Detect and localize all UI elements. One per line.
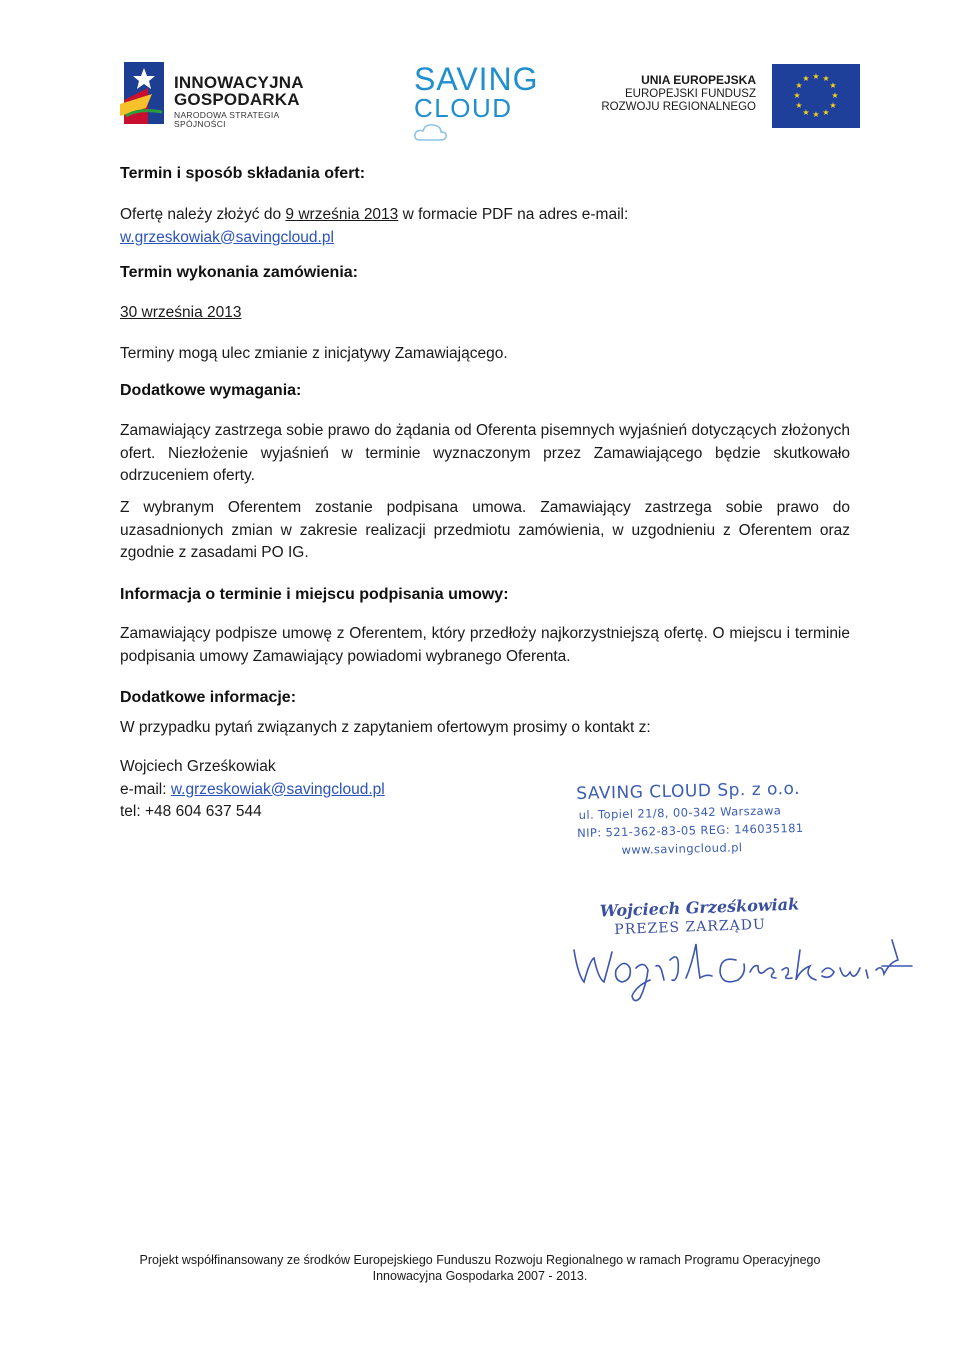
requirements-paragraph-1: Zamawiający zastrzega sobie prawo do żądania od Oferenta pisemnych wyjaśnień dotyczących złożonych ofert. Niezłożenie wyjaśnień w terminie wyznaczonym przez Zamawiającego będzie skutkowało odrzuceniem oferty. — [120, 422, 850, 484]
heading-dodatkowe-informacje: Dodatkowe informacje: — [120, 689, 297, 706]
heading-informacja: Informacja o terminie i miejscu podpisania umowy: — [120, 586, 509, 603]
svg-text:★: ★ — [802, 108, 810, 117]
svg-text:★: ★ — [795, 101, 803, 110]
svg-text:★: ★ — [829, 81, 837, 90]
contact-email-link[interactable]: w.grzeskowiak@savingcloud.pl — [170, 780, 385, 798]
completion-note: Terminy mogą ulec zmianie z inicjatywy Zamawiającego. — [120, 345, 508, 362]
submission-email-link[interactable]: w.grzeskowiak@savingcloud.pl — [120, 228, 334, 246]
svg-text:★: ★ — [795, 81, 803, 90]
sc-logo-line2: CLOUD — [414, 93, 513, 123]
contact-email-label: e-mail: — [120, 780, 171, 798]
footer-line2: Innowacyjna Gospodarka 2007 - 2013. — [372, 1269, 588, 1283]
svg-text:★: ★ — [802, 74, 810, 83]
svg-text:★: ★ — [829, 101, 837, 110]
ig-logo-line3: NARODOWA STRATEGIA SPÓJNOŚCI — [174, 110, 280, 129]
submission-text-after: w formacie PDF na adres e-mail: — [398, 206, 629, 223]
handwritten-signature — [560, 920, 920, 1020]
submission-date: 9 września 2013 — [285, 206, 399, 223]
eu-logo-line1: UNIA EUROPEJSKA — [641, 73, 756, 87]
contact-name: Wojciech Grześkowiak — [120, 758, 276, 775]
saving-cloud-logo — [414, 61, 544, 128]
svg-text:★: ★ — [822, 108, 830, 117]
stamp-nip-regon: NIP: 521-362-83-05 REG: 146035181 — [576, 820, 804, 840]
stamp-website: www.savingcloud.pl — [621, 840, 743, 857]
eu-logo — [600, 64, 860, 130]
svg-text:★: ★ — [812, 110, 820, 119]
name-stamp-name: Wojciech Grześkowiak — [599, 894, 800, 921]
footer-line1: Projekt współfinansowany ze środków Europejskiego Funduszu Rozwoju Regionalnego w ramach Programu Operacyjnego — [139, 1253, 821, 1267]
submission-info — [120, 204, 850, 249]
heading-termin-wykonania: Termin wykonania zamówienia: — [120, 264, 358, 281]
ig-emblem-icon — [118, 60, 170, 130]
svg-text:★: ★ — [831, 91, 839, 100]
heading-termin-skladania: Termin i sposób składania ofert: — [120, 165, 366, 182]
contact-block — [120, 756, 500, 824]
svg-text:★: ★ — [793, 91, 801, 100]
completion-date: 30 września 2013 — [120, 304, 242, 321]
requirements-paragraph-2: Z wybranym Oferentem zostanie podpisana umowa. Zamawiający zastrzega sobie prawo do uzasadnionych zmian w zakresie realizacji przedmiotu zamówienia, w uzgodnieniu z Oferentem oraz zgodnie z zasadami PO IG. — [120, 499, 850, 561]
cloud-icon — [414, 122, 448, 142]
footer — [100, 1252, 860, 1284]
eu-flag-icon — [772, 64, 860, 128]
ig-logo-line2: GOSPODARKA — [174, 90, 300, 109]
sc-logo-line1: SAVING — [414, 61, 539, 97]
stamp-company-name: SAVING CLOUD Sp. z o.o. — [576, 778, 801, 804]
innowacyjna-gospodarka-logo — [118, 60, 318, 130]
submission-text-before: Ofertę należy złożyć do — [120, 206, 286, 223]
stamp-address: ul. Topiel 21/8, 00-342 Warszawa — [578, 803, 782, 822]
name-stamp-title: PREZES ZARZĄDU — [614, 916, 767, 938]
ig-logo-line1: INNOWACYJNA — [174, 73, 304, 92]
svg-text:★: ★ — [822, 74, 830, 83]
heading-dodatkowe-wymagania: Dodatkowe wymagania: — [120, 382, 302, 399]
eu-logo-line2: EUROPEJSKI FUNDUSZ — [625, 87, 756, 100]
contact-tel: tel: +48 604 637 544 — [120, 803, 262, 820]
contract-signing-paragraph: Zamawiający podpisze umowę z Oferentem, który przedłoży najkorzystniejszą ofertę. O miejscu i terminie podpisania umowy Zamawiający powiadomi wybranego Oferenta. — [120, 625, 850, 665]
svg-text:★: ★ — [812, 72, 820, 81]
eu-logo-line3: ROZWOJU REGIONALNEGO — [601, 101, 756, 114]
company-stamp — [576, 778, 838, 858]
additional-info-paragraph: W przypadku pytań związanych z zapytaniem ofertowym prosimy o kontakt z: — [120, 719, 651, 736]
